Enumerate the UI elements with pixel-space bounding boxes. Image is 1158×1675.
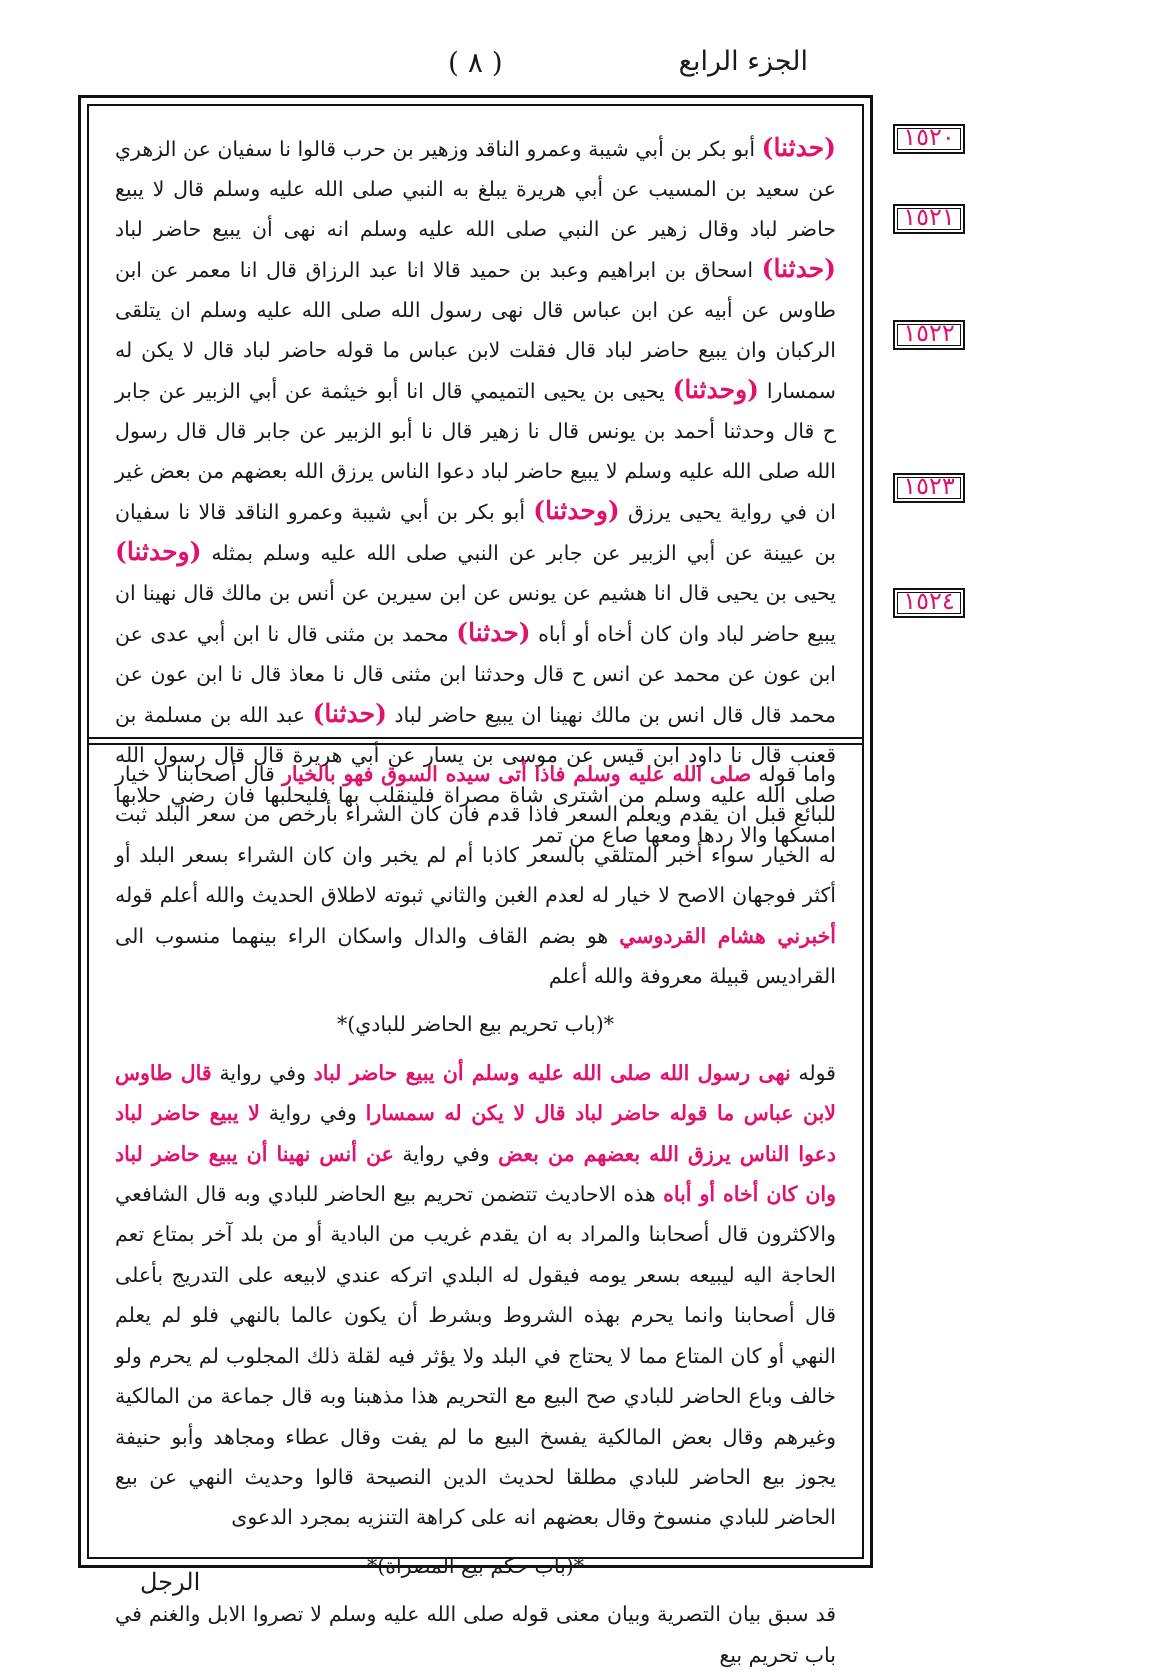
hadith-number: ١٥٢٤ [903,587,955,615]
chapter-heading-musarrat: *(باب حكم بيع المصراة)* [366,1553,585,1578]
text-run: وفي رواية [393,1141,499,1166]
text-run: اسحاق بن ابراهيم وعبد بن حميد قالا انا عبد الرزاق قال انا معمر عن ابن طاوس عن أبيه عن ابن عباس قال نهى رسول الله صلى الله عليه وسلم ان يتلقى الركبان وان يبيع حاضر لباد قال فقلت لابن عباس ما قوله حاضر لباد قال لا يكن له سمسارا [115,258,836,403]
catchword: الرجل [140,1568,201,1596]
hadith-number-box [893,588,965,618]
commentary-block [115,754,836,1675]
text-run: قوله [790,1060,836,1085]
quoted-phrase: قال طاوس لابن عباس ما قوله حاضر لباد قال لا يكن له سمسارا [115,1060,837,1126]
text-run: واما قوله [751,762,836,786]
text-run: هذه الاحاديث تتضمن تحريم بيع الحاضر للبادي وبه قال الشافعي والاكثرون قال أصحابنا والمراد به ان يقدم غريب من البادية أو من بلد آخر بمتاع تعم الحاجة اليه ليبيعه بسعر يومه فيقول له البلدي اتركه عندي لابيعه على التدريج بأعلى قال أصحابنا وانما يحرم بهذه الشروط وبشرط أن يكون عالما بالنهي فلو لم يعلم النهي أو كان المتاع مما لا يحتاج في البلد ولا يؤثر فيه لقلة ذلك المجلوب لم يحرم ولو خالف وباع الحاضر للبادي صح البيع مع التحريم هذا مذهبنا وبه قال جماعة من المالكية وغيرهم وقال بعض المالكية يفسخ البيع ما لم يفت وقال عطاء ومجاهد وأبو حنيفة يجوز بيع الحاضر للبادي مطلقا لحديث الدين النصيحة قالوا وحديث النهي عن بيع الحاضر للبادي منسوخ وقال بعضهم انه على كراهة التنزيه بمجرد الدعوى [115,1182,836,1530]
narration-keyword: (وحدثنا) [115,537,202,566]
quoted-phrase: عن أنس نهينا أن يبيع حاضر لباد وان كان أخاه أو أباه [115,1141,836,1207]
commentary-part-2 [115,1061,836,1529]
page-number: ( ٨ ) [448,46,503,79]
hadith-text-block [115,128,836,855]
narration-keyword: (وحدثنا) [672,375,759,404]
narration-keyword: (حدثنا) [456,618,531,647]
commentary-part-1 [115,762,836,988]
text-run: هو بضم القاف والدال واسكان الراء بينهما منسوب الى القراديس قبيلة معروفة والله أعلم [115,923,836,989]
hadith-number-box [893,320,965,350]
hadith-number: ١٥٢١ [903,203,955,231]
narration-keyword: (حدثنا) [312,699,387,728]
hadith-number-box [893,473,965,503]
section-divider [89,737,862,745]
text-run: أبو بكر بن أبي شيبة وعمرو الناقد وزهير بن حرب قالوا نا سفيان عن الزهري عن سعيد بن المسيب عن أبي هريرة يبلغ به النبي صلى الله عليه وسلم قال لا يبيع حاضر لباد وقال زهير عن النبي صلى الله عليه وسلم انه نهى أن يبيع حاضر لباد [115,137,836,241]
text-run: محمد بن مثنى قال نا ابن أبي عدى عن ابن عون عن محمد عن انس ح قال وحدثنا ابن مثنى قال نا معاذ قال نا ابن عون عن محمد قال قال انس بن مالك نهينا ان يبيع حاضر لباد [115,622,836,727]
hadith-number: ١٥٢٢ [903,319,955,347]
narration-keyword: (حدثنا) [761,254,836,283]
hadith-number: ١٥٢٣ [903,472,955,500]
text-run: يحيى بن يحيى التميمي قال انا أبو خيثمة عن أبي الزبير عن جابر ح قال وحدثنا أحمد بن يونس قال نا زهير قال نا أبو الزبير عن جابر قال قال رسول الله صلى الله عليه وسلم لا يبيع حاضر لباد دعوا الناس يرزق الله بعضهم من بعض غير ان في رواية يحيى يرزق [115,379,836,524]
narration-keyword: (وحدثنا) [533,496,620,525]
text-run: عبد الله بن مسلمة بن قعنب قال نا داود ابن قيس عن موسى بن يسار عن أبي هريرة قال قال رسول الله صلى الله عليه وسلم من اشترى شاة مصراة فلينقلب بها فليحلبها فان رضي حلابها امسكها والا ردها ومعها صاع من تمر [115,703,836,847]
text-run: وفي رواية [259,1101,366,1126]
chapter-heading-hadir-badi: *(باب تحريم بيع الحاضر للبادي)* [337,1012,614,1037]
text-run: قال أصحابنا لا خيار للبائع قبل ان يقدم ويعلم السعر فاذا قدم فان كان الشراء بأرخص من سعر البلد ثبت له الخيار سواء أخبر المتلقي بالسعر كاذبا أم لم يخبر وان كان الشراء بسعر البلد أو أكثر فوجهان الاصح لا خيار له لعدم الغبن والثاني ثبوته لاطلاق الحديث والله أعلم قوله [115,762,836,908]
text-run: قد سبق بيان التصرية وبيان معنى قوله صلى الله عليه وسلم لا تصروا الابل والغنم في باب تحريم بيع [115,1602,836,1667]
quoted-phrase: أخبرني هشام القردوسي [619,923,837,948]
part-title: الجزء الرابع [678,46,808,77]
hadith-number-box [893,124,965,154]
narration-keyword: (حدثنا) [761,133,836,162]
text-run: أبو بكر بن أبي شيبة وعمرو الناقد قالا نا سفيان بن عيينة عن أبي الزبير عن جابر عن النبي صلى الله عليه وسلم بمثله [115,500,836,565]
hadith-number-box [893,204,965,234]
text-run: وفي رواية [211,1060,314,1085]
text-run: يحيى بن يحيى قال انا هشيم عن يونس عن ابن سيرين عن أنس بن مالك قال نهينا ان يبيع حاضر لباد وان كان أخاه أو أباه [115,581,836,646]
hadith-number: ١٥٢٠ [903,123,955,151]
quoted-phrase: صلى الله عليه وسلم فاذا أتى سيده السوق فهو بالخيار [281,762,752,786]
quoted-phrase: لا يبيع حاضر لباد دعوا الناس يرزق الله بعضهم من بعض [115,1101,836,1166]
quoted-phrase: نهى رسول الله صلى الله عليه وسلم أن يبيع حاضر لباد [313,1060,791,1085]
commentary-part-3 [115,1602,836,1666]
